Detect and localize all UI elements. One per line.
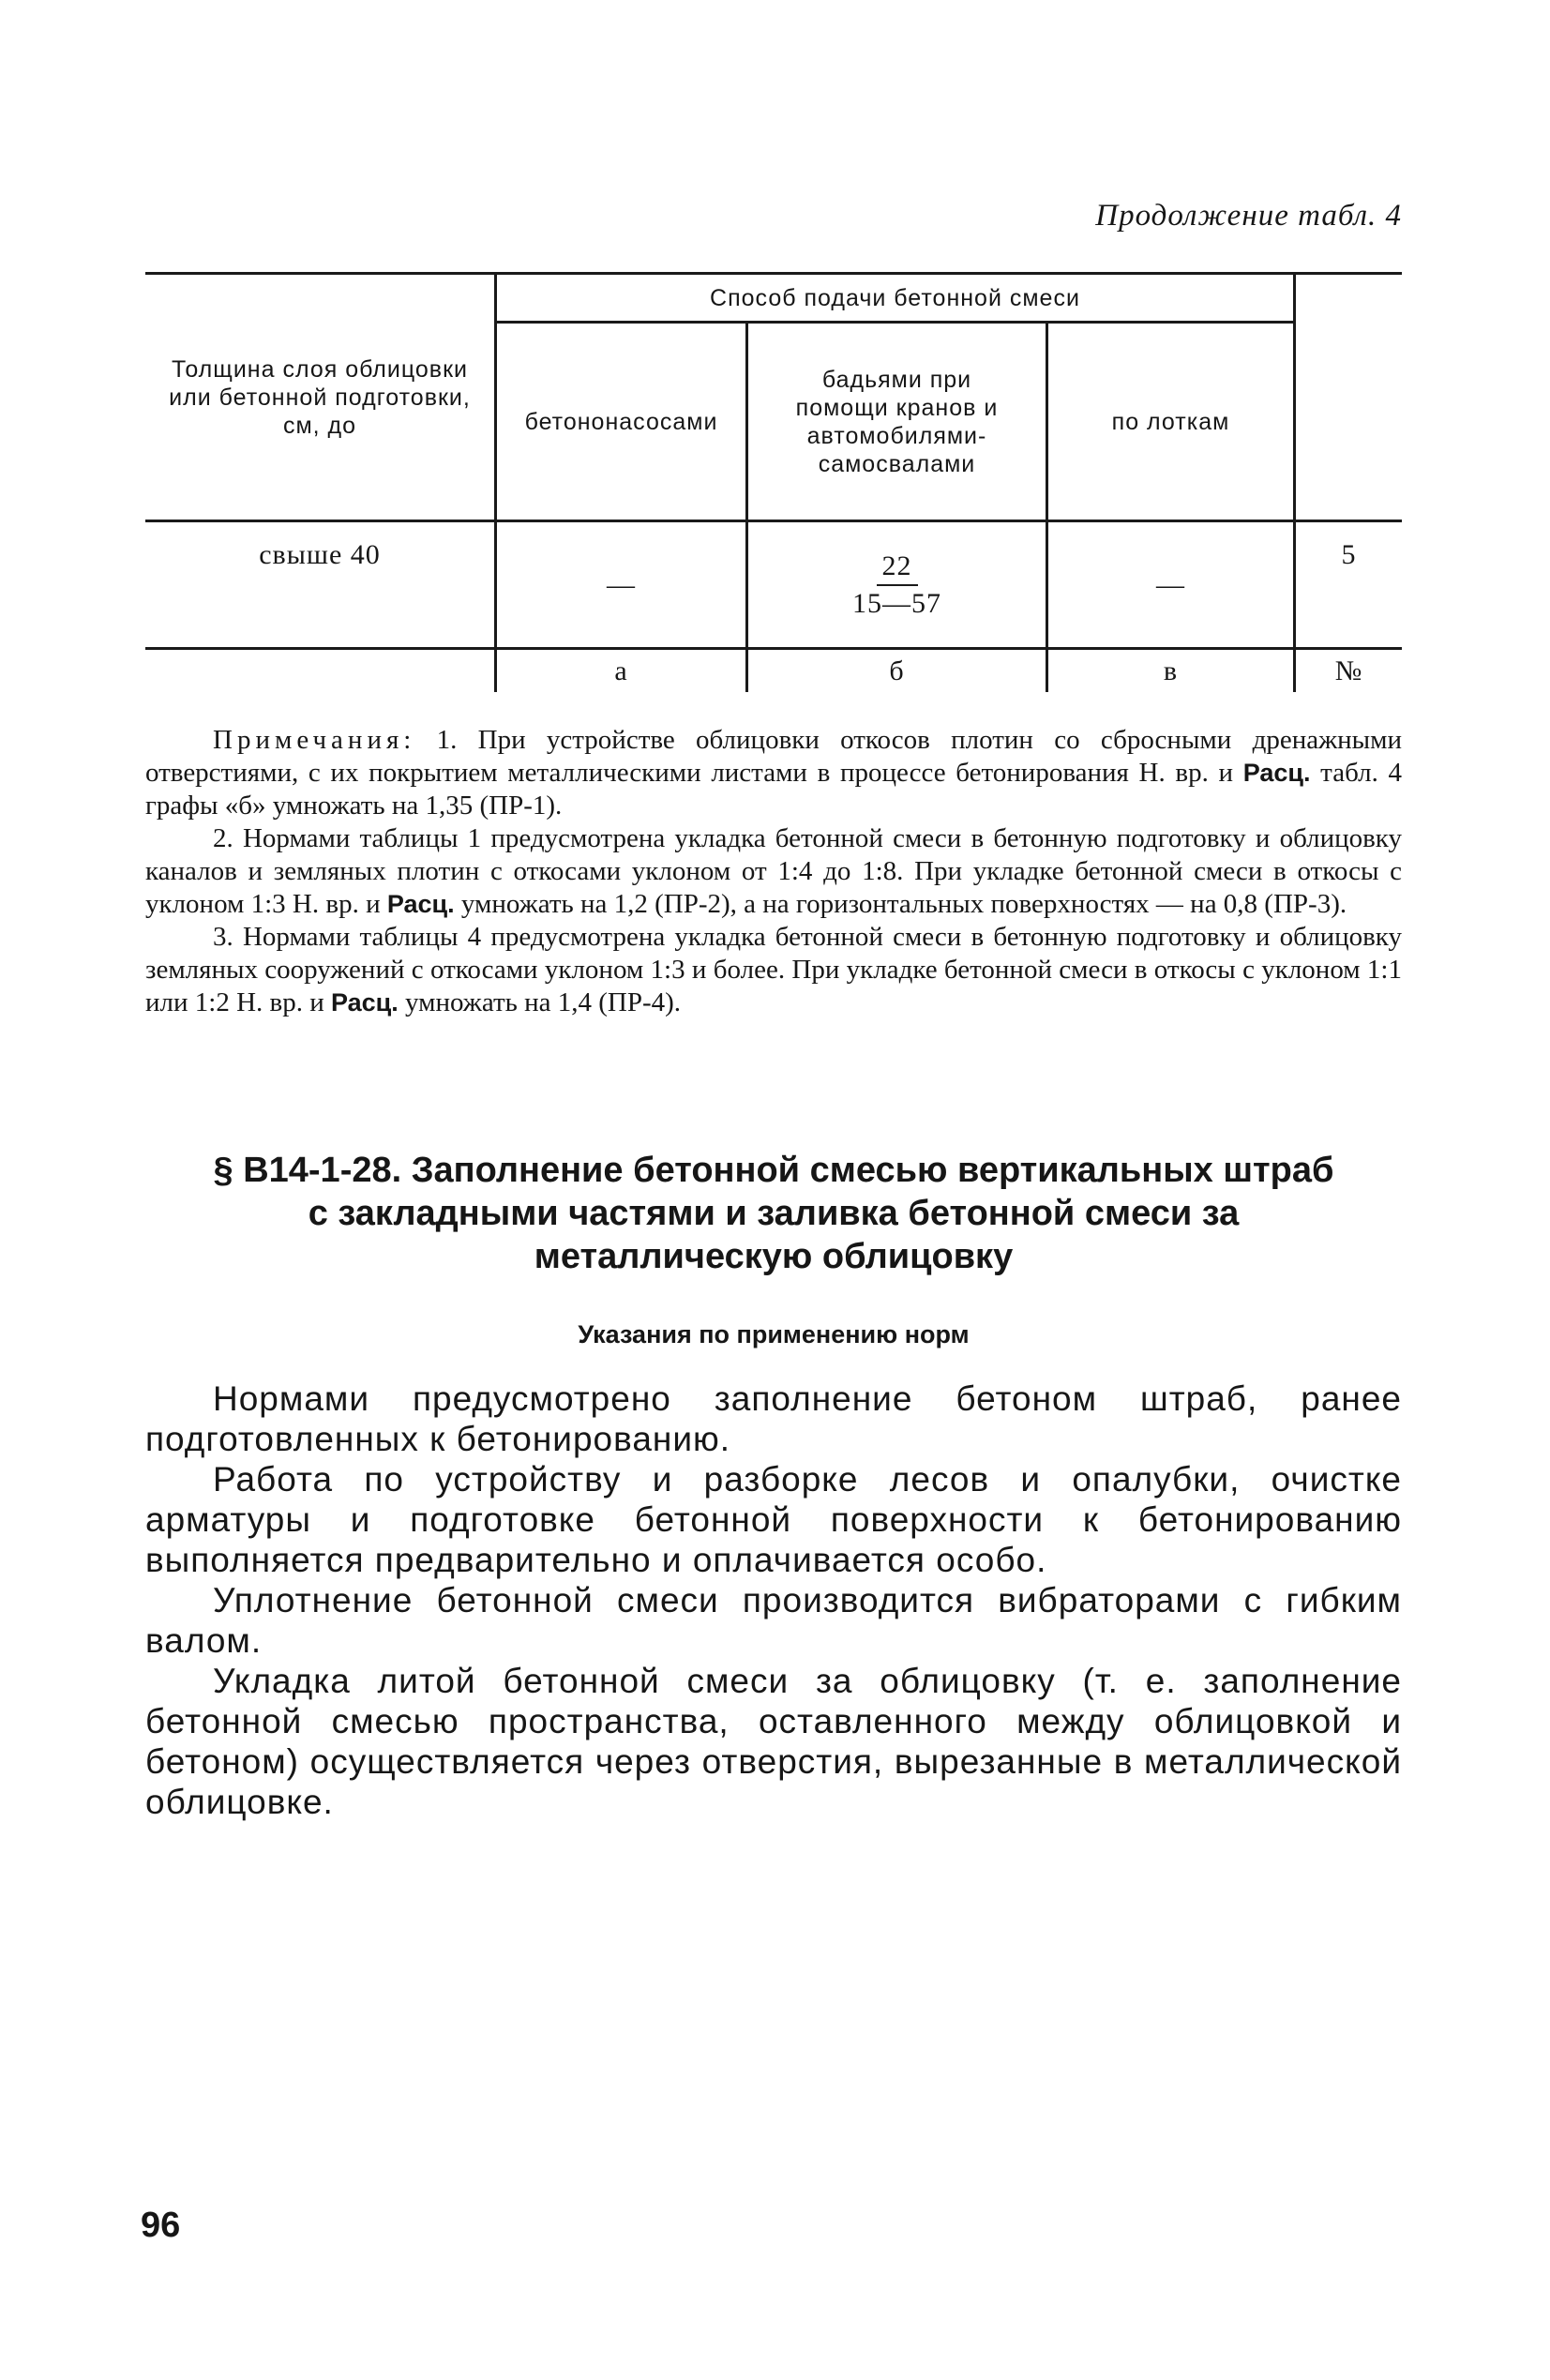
note-bold: Расц.: [1242, 759, 1311, 787]
fraction: [852, 552, 941, 618]
column-header-bucket: бадьями при помощи кранов и автомобилями-самосвалами: [795, 366, 999, 477]
note-1: [145, 724, 1402, 822]
section-heading-line-1: § В14-1-28. Заполнение бетонной смесью вертикальных штраб: [213, 1151, 1334, 1190]
table-continuation-title: Продолжение табл. 4: [1095, 199, 1402, 233]
paragraph: Работа по устройству и разборке лесов и опалубки, очистке арматуры и подготовке бетонной поверхности к бетонированию выполняется предварительно и оплачивается особо.: [145, 1460, 1402, 1579]
column-letter-v: в: [1163, 655, 1179, 686]
note-text: 1. При устройстве облицовки откосов плотин со сбросными дренажными отверстиями, с их покрытием металлическими листами в процессе бетонирования Н. вр. и: [145, 725, 1403, 788]
paragraph: Нормами предусмотрено заполнение бетоном штраб, ранее подготовленных к бетонированию.: [145, 1379, 1402, 1458]
subheading: Указания по применению норм: [578, 1320, 970, 1348]
row-label: свыше 40: [259, 539, 381, 570]
group-header: Способ подачи бетонной смеси: [710, 284, 1080, 311]
column-header-trough: по лоткам: [1111, 408, 1230, 435]
paragraph: Укладка литой бетонной смеси за облицовку (т. е. заполнение бетонной смесью пространства, оставленного между облицовкой и бетоном) осуществляется через отверстия, вырезанные в металлической облицовке.: [145, 1662, 1402, 1821]
cell-pump: —: [607, 568, 636, 600]
column-letter-b: б: [889, 655, 905, 686]
note-text: умножать на 1,4 (ПР-4).: [398, 987, 682, 1017]
paragraph: Уплотнение бетонной смеси производится вибраторами с гибким валом.: [145, 1581, 1402, 1660]
row-header: Толщина слоя облицовки или бетонной подготовки, см, до: [169, 355, 471, 439]
section-heading: [145, 1149, 1402, 1278]
number-label: №: [1334, 655, 1363, 686]
row-number: 5: [1341, 539, 1357, 570]
note-text: 3. Нормами таблицы 4 предусмотрена укладка бетонной смеси в бетонную подготовку и облицовку земляных сооружений с откосами уклоном 1:3 и более. При укладке бетонной смеси в откосы с уклоном 1:1 или 1:2 Н. вр. и: [145, 922, 1402, 1017]
note-3: [145, 921, 1402, 1019]
fraction-denominator: 15—57: [852, 587, 941, 619]
column-header-pump: бетононасосами: [524, 408, 718, 435]
note-text: умножать на 1,2 (ПР-2), а на горизонтальных поверхностях — на 0,8 (ПР-3).: [454, 889, 1347, 919]
note-bold: Расц.: [386, 890, 455, 918]
note-text: 2. Нормами таблицы 1 предусмотрена укладка бетонной смеси в бетонную подготовку и облицовку каналов и земляных плотин с откосами уклоном от 1:4 до 1:8. При укладке бетонной смеси в откосы с уклоном 1:3 Н. вр. и: [145, 823, 1402, 919]
cell-bucket: [748, 522, 1046, 647]
body-text: [145, 1378, 1402, 1822]
notes: [145, 724, 1402, 1019]
page-number: 96: [141, 2206, 181, 2245]
column-letter-a: а: [614, 655, 628, 686]
notes-lead: Примечания:: [213, 725, 416, 755]
section-heading-line-2: с закладными частями и заливка бетонной смеси за: [308, 1194, 1240, 1233]
cell-trough: —: [1156, 568, 1185, 600]
data-table: [145, 272, 1402, 692]
note-text: табл. 4 графы «б» умножать на 1,35 (ПР-1).: [145, 758, 1403, 821]
fraction-numerator: 22: [877, 552, 918, 586]
note-bold: Расц.: [330, 988, 399, 1017]
section-heading-line-3: металлическую облицовку: [534, 1237, 1014, 1276]
note-2: [145, 822, 1402, 921]
